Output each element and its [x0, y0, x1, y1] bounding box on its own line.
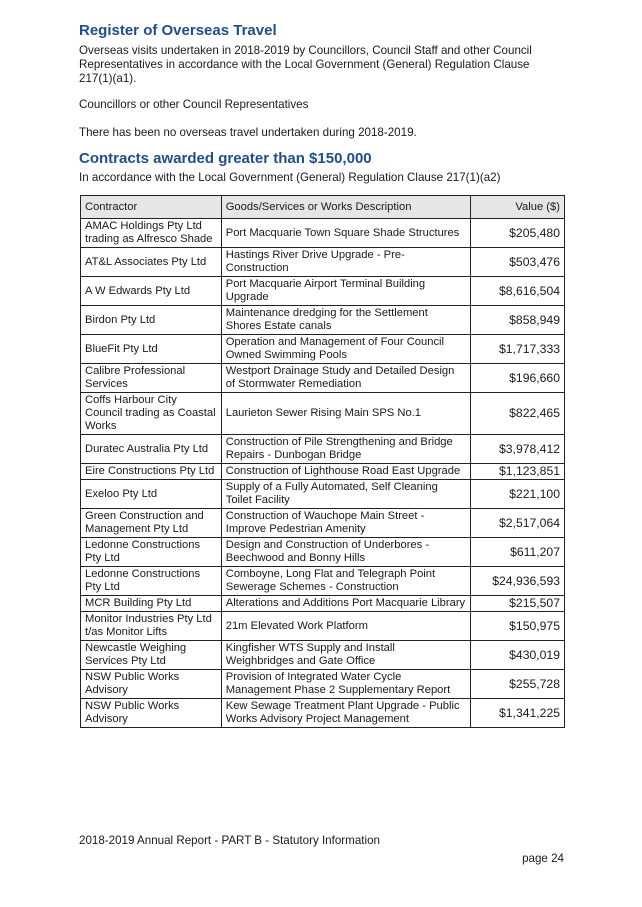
description-cell: Alterations and Additions Port Macquarie Library [221, 596, 470, 612]
description-cell: Port Macquarie Town Square Shade Structures [221, 219, 470, 248]
table-row [81, 393, 565, 435]
value-cell: $24,936,593 [471, 567, 565, 596]
table-row [81, 364, 565, 393]
contractor-cell: AMAC Holdings Pty Ltd trading as Alfresco Shade [81, 219, 222, 248]
contractor-cell: Duratec Australia Pty Ltd [81, 435, 222, 464]
contractor-cell: Green Construction and Management Pty Ltd [81, 509, 222, 538]
contractor-cell: Ledonne Constructions Pty Ltd [81, 567, 222, 596]
footer-report-title: 2018-2019 Annual Report - PART B - Statutory Information [79, 834, 380, 847]
contractor-cell: Exeloo Pty Ltd [81, 480, 222, 509]
value-cell: $215,507 [471, 596, 565, 612]
contractor-cell: Newcastle Weighing Services Pty Ltd [81, 641, 222, 670]
contracts-intro: In accordance with the Local Government (General) Regulation Clause 217(1)(a2) [79, 171, 501, 184]
value-cell: $858,949 [471, 306, 565, 335]
contractor-cell: Calibre Professional Services [81, 364, 222, 393]
table-row [81, 435, 565, 464]
table-row [81, 248, 565, 277]
description-cell: 21m Elevated Work Platform [221, 612, 470, 641]
description-cell: Operation and Management of Four Council Owned Swimming Pools [221, 335, 470, 364]
description-cell: Hastings River Drive Upgrade - Pre-Construction [221, 248, 470, 277]
table-row [81, 464, 565, 480]
table-row [81, 509, 565, 538]
contracts-table [80, 195, 565, 728]
value-cell: $205,480 [471, 219, 565, 248]
contractor-cell: Monitor Industries Pty Ltd t/as Monitor Lifts [81, 612, 222, 641]
description-cell: Provision of Integrated Water Cycle Management Phase 2 Supplementary Report [221, 670, 470, 699]
value-cell: $2,517,064 [471, 509, 565, 538]
no-travel-statement: There has been no overseas travel undertaken during 2018-2019. [79, 126, 417, 139]
table-row [81, 480, 565, 509]
value-cell: $1,341,225 [471, 699, 565, 728]
table-row [81, 699, 565, 728]
page-number: page 24 [522, 852, 564, 865]
table-row [81, 335, 565, 364]
contractor-cell: Coffs Harbour City Council trading as Coastal Works [81, 393, 222, 435]
value-cell: $430,019 [471, 641, 565, 670]
description-cell: Port Macquarie Airport Terminal Building Upgrade [221, 277, 470, 306]
value-cell: $611,207 [471, 538, 565, 567]
description-cell: Construction of Pile Strengthening and Bridge Repairs - Dunbogan Bridge [221, 435, 470, 464]
councillors-subheading: Councillors or other Council Representatives [79, 98, 309, 111]
description-cell: Construction of Wauchope Main Street - Improve Pedestrian Amenity [221, 509, 470, 538]
table-row [81, 277, 565, 306]
column-header-contractor: Contractor [81, 196, 222, 219]
table-row [81, 596, 565, 612]
contractor-cell: BlueFit Pty Ltd [81, 335, 222, 364]
description-cell: Kingfisher WTS Supply and Install Weighbridges and Gate Office [221, 641, 470, 670]
description-cell: Construction of Lighthouse Road East Upgrade [221, 464, 470, 480]
contractor-cell: AT&L Associates Pty Ltd [81, 248, 222, 277]
contractor-cell: Ledonne Constructions Pty Ltd [81, 538, 222, 567]
description-cell: Kew Sewage Treatment Plant Upgrade - Public Works Advisory Project Management [221, 699, 470, 728]
value-cell: $1,123,851 [471, 464, 565, 480]
description-cell: Design and Construction of Underbores - Beechwood and Bonny Hills [221, 538, 470, 567]
table-row [81, 306, 565, 335]
description-cell: Westport Drainage Study and Detailed Design of Stormwater Remediation [221, 364, 470, 393]
overseas-travel-intro: Overseas visits undertaken in 2018-2019 by Councillors, Council Staff and other Council Representatives in accordance with the Local Government (General) Regulation Clause 217(1)(a1). [79, 44, 532, 85]
value-cell: $150,975 [471, 612, 565, 641]
column-header-value: Value ($) [471, 196, 565, 219]
contracts-heading: Contracts awarded greater than $150,000 [79, 150, 372, 167]
table-row [81, 670, 565, 699]
description-cell: Laurieton Sewer Rising Main SPS No.1 [221, 393, 470, 435]
column-header-description: Goods/Services or Works Description [221, 196, 470, 219]
contractor-cell: Eire Constructions Pty Ltd [81, 464, 222, 480]
value-cell: $221,100 [471, 480, 565, 509]
table-row [81, 538, 565, 567]
table-row [81, 641, 565, 670]
contractor-cell: MCR Building Pty Ltd [81, 596, 222, 612]
value-cell: $196,660 [471, 364, 565, 393]
contractor-cell: NSW Public Works Advisory [81, 699, 222, 728]
contractor-cell: Birdon Pty Ltd [81, 306, 222, 335]
contracts-table-body [81, 219, 565, 728]
description-cell: Maintenance dredging for the Settlement Shores Estate canals [221, 306, 470, 335]
value-cell: $3,978,412 [471, 435, 565, 464]
value-cell: $503,476 [471, 248, 565, 277]
table-row [81, 219, 565, 248]
value-cell: $8,616,504 [471, 277, 565, 306]
table-row [81, 567, 565, 596]
description-cell: Supply of a Fully Automated, Self Cleaning Toilet Facility [221, 480, 470, 509]
table-header-row [81, 196, 565, 219]
table-row [81, 612, 565, 641]
value-cell: $1,717,333 [471, 335, 565, 364]
overseas-travel-heading: Register of Overseas Travel [79, 22, 277, 39]
description-cell: Comboyne, Long Flat and Telegraph Point Sewerage Schemes - Construction [221, 567, 470, 596]
value-cell: $255,728 [471, 670, 565, 699]
contractor-cell: NSW Public Works Advisory [81, 670, 222, 699]
contractor-cell: A W Edwards Pty Ltd [81, 277, 222, 306]
value-cell: $822,465 [471, 393, 565, 435]
